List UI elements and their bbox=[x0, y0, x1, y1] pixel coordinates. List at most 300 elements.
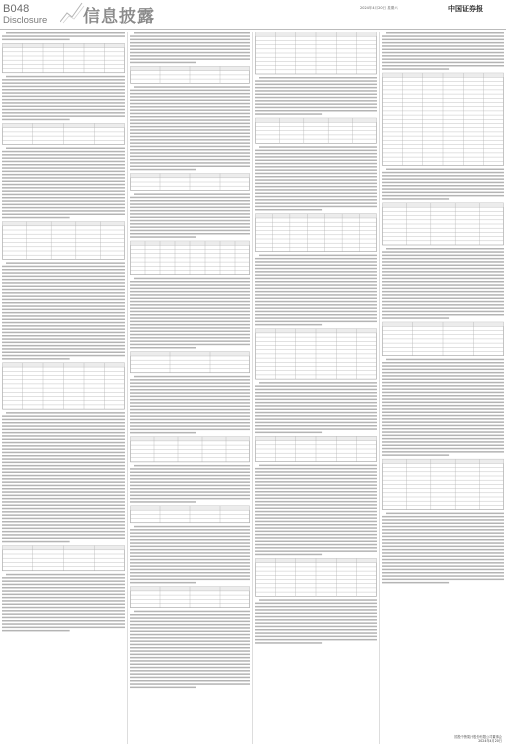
text-line bbox=[2, 99, 125, 101]
text-line bbox=[6, 32, 125, 34]
text-line bbox=[2, 154, 125, 156]
text-line bbox=[130, 481, 250, 483]
text-line bbox=[382, 532, 504, 534]
text-line bbox=[130, 542, 250, 544]
text-line bbox=[255, 179, 377, 181]
text-line bbox=[382, 523, 504, 525]
text-line bbox=[382, 42, 504, 44]
page-footer bbox=[360, 735, 502, 743]
text-line bbox=[2, 86, 125, 88]
text-line bbox=[2, 96, 125, 98]
text-line bbox=[255, 508, 377, 510]
text-line bbox=[130, 340, 250, 342]
text-line bbox=[130, 680, 250, 682]
text-line bbox=[382, 412, 504, 414]
text-line bbox=[6, 148, 125, 150]
page-header bbox=[0, 0, 506, 30]
text-line bbox=[130, 169, 196, 171]
text-line bbox=[130, 392, 250, 394]
text-line bbox=[255, 166, 377, 168]
text-line bbox=[382, 261, 504, 263]
text-line bbox=[2, 435, 125, 437]
text-line bbox=[2, 425, 125, 427]
text-line bbox=[255, 636, 377, 638]
text-line bbox=[382, 379, 504, 381]
newspaper-name: 中国证券报 bbox=[448, 4, 483, 13]
text-line bbox=[255, 524, 377, 526]
text-line bbox=[382, 255, 504, 257]
section-title-zh: 信息披露 bbox=[83, 7, 155, 27]
text-line bbox=[382, 556, 504, 558]
text-line bbox=[255, 550, 377, 552]
text-line bbox=[2, 580, 125, 582]
text-line bbox=[130, 207, 250, 209]
text-line bbox=[382, 198, 449, 200]
text-line bbox=[255, 186, 377, 188]
text-line bbox=[382, 55, 504, 57]
text-line bbox=[130, 491, 250, 493]
text-line bbox=[2, 119, 70, 121]
text-line bbox=[2, 272, 125, 274]
text-line bbox=[382, 418, 504, 420]
text-line bbox=[2, 538, 125, 540]
text-line bbox=[255, 527, 377, 529]
text-line bbox=[255, 288, 377, 290]
text-line bbox=[2, 594, 125, 596]
text-line bbox=[130, 495, 250, 497]
text-line bbox=[6, 262, 125, 264]
text-line bbox=[130, 614, 250, 616]
text-line bbox=[130, 575, 250, 577]
text-line bbox=[130, 307, 250, 309]
text-line bbox=[382, 572, 504, 574]
text-line bbox=[255, 609, 377, 611]
text-line bbox=[130, 472, 250, 474]
text-line bbox=[130, 55, 250, 57]
text-line bbox=[130, 488, 250, 490]
text-line bbox=[130, 213, 250, 215]
text-line bbox=[130, 321, 250, 323]
text-line bbox=[382, 291, 504, 293]
text-line bbox=[2, 348, 125, 350]
text-line bbox=[382, 398, 504, 400]
text-line bbox=[382, 445, 504, 447]
text-line bbox=[382, 519, 504, 521]
text-line bbox=[130, 100, 250, 102]
text-line bbox=[259, 599, 377, 601]
text-line bbox=[130, 156, 250, 158]
text-line bbox=[130, 314, 250, 316]
text-line bbox=[382, 49, 504, 51]
text-line bbox=[134, 193, 250, 195]
text-line bbox=[255, 80, 377, 82]
text-line bbox=[382, 172, 504, 174]
text-line bbox=[382, 182, 504, 184]
text-line bbox=[382, 392, 504, 394]
text-line bbox=[130, 337, 250, 339]
text-line bbox=[255, 405, 377, 407]
text-line bbox=[2, 315, 125, 317]
text-line bbox=[255, 304, 377, 306]
text-line bbox=[255, 629, 377, 631]
text-line bbox=[255, 491, 377, 493]
text-line bbox=[255, 415, 377, 417]
data-table bbox=[131, 174, 250, 191]
data-table bbox=[256, 214, 377, 252]
data-table bbox=[131, 352, 250, 373]
text-line bbox=[130, 35, 250, 37]
text-line bbox=[255, 153, 377, 155]
text-line bbox=[255, 281, 377, 283]
text-line bbox=[255, 317, 377, 319]
text-line bbox=[2, 342, 125, 344]
text-line bbox=[255, 90, 377, 92]
text-line bbox=[130, 126, 250, 128]
text-line bbox=[2, 174, 125, 176]
text-line bbox=[382, 65, 504, 67]
text-line bbox=[382, 382, 504, 384]
text-line bbox=[2, 630, 70, 632]
text-line bbox=[130, 324, 250, 326]
text-line bbox=[130, 220, 250, 222]
text-line bbox=[130, 478, 250, 480]
data-table bbox=[3, 43, 125, 72]
data-table bbox=[131, 506, 250, 523]
text-line bbox=[382, 395, 504, 397]
text-line bbox=[382, 428, 504, 430]
text-line bbox=[255, 97, 377, 99]
text-line bbox=[255, 307, 377, 309]
text-line bbox=[2, 623, 125, 625]
text-line bbox=[130, 39, 250, 41]
text-line bbox=[2, 79, 125, 81]
text-line bbox=[259, 382, 377, 384]
text-line bbox=[130, 402, 250, 404]
text-line bbox=[130, 301, 250, 303]
text-line bbox=[2, 157, 125, 159]
text-line bbox=[382, 274, 504, 276]
text-line bbox=[2, 197, 125, 199]
text-line bbox=[2, 452, 125, 454]
text-line bbox=[130, 116, 250, 118]
text-line bbox=[130, 683, 250, 685]
text-line bbox=[130, 412, 250, 414]
text-line bbox=[255, 554, 322, 556]
text-line bbox=[130, 386, 250, 388]
text-line bbox=[2, 194, 125, 196]
text-line bbox=[255, 314, 377, 316]
text-line bbox=[2, 164, 125, 166]
text-line bbox=[255, 511, 377, 513]
text-line bbox=[130, 582, 196, 584]
text-line bbox=[386, 513, 504, 515]
text-line bbox=[2, 302, 125, 304]
text-line bbox=[130, 532, 250, 534]
text-line bbox=[2, 491, 125, 493]
text-line bbox=[130, 664, 250, 666]
text-line bbox=[134, 278, 250, 280]
footer-company: 国投中鲁果汁股份有限公司董事会 bbox=[454, 735, 502, 739]
text-line bbox=[130, 203, 250, 205]
data-table bbox=[131, 241, 250, 275]
text-line bbox=[382, 516, 504, 518]
text-line bbox=[130, 549, 250, 551]
text-line bbox=[130, 536, 250, 538]
page-number: B048 bbox=[3, 3, 30, 15]
text-line bbox=[255, 494, 377, 496]
text-line bbox=[130, 657, 250, 659]
text-line bbox=[382, 298, 504, 300]
text-line bbox=[2, 309, 125, 311]
data-table bbox=[383, 73, 504, 165]
text-line bbox=[382, 301, 504, 303]
text-line bbox=[382, 431, 504, 433]
text-line bbox=[2, 415, 125, 417]
text-line bbox=[130, 344, 250, 346]
text-line bbox=[2, 521, 125, 523]
text-line bbox=[130, 501, 196, 503]
text-line bbox=[382, 552, 504, 554]
text-line bbox=[130, 113, 250, 115]
text-line bbox=[2, 328, 125, 330]
text-line bbox=[2, 514, 125, 516]
text-line bbox=[130, 281, 250, 283]
text-line bbox=[255, 392, 377, 394]
text-line bbox=[382, 438, 504, 440]
text-line bbox=[130, 624, 250, 626]
text-line bbox=[2, 478, 125, 480]
text-line bbox=[382, 565, 504, 567]
text-line bbox=[2, 207, 125, 209]
text-line bbox=[130, 223, 250, 225]
text-line bbox=[255, 613, 377, 615]
text-line bbox=[382, 288, 504, 290]
text-line bbox=[130, 565, 250, 567]
text-line bbox=[130, 579, 250, 581]
text-line bbox=[255, 517, 377, 519]
text-line bbox=[2, 325, 125, 327]
text-line bbox=[2, 312, 125, 314]
data-table bbox=[383, 322, 504, 356]
text-line bbox=[2, 35, 125, 37]
text-line bbox=[255, 176, 377, 178]
text-line bbox=[130, 621, 250, 623]
text-line bbox=[2, 422, 125, 424]
text-line bbox=[382, 52, 504, 54]
text-line bbox=[255, 206, 377, 208]
text-line bbox=[130, 640, 250, 642]
text-line bbox=[2, 214, 125, 216]
text-line bbox=[2, 468, 125, 470]
text-line bbox=[134, 32, 250, 34]
text-line bbox=[2, 432, 125, 434]
text-line bbox=[255, 103, 377, 105]
text-line bbox=[130, 109, 250, 111]
text-line bbox=[2, 269, 125, 271]
text-line bbox=[2, 204, 125, 206]
text-line bbox=[2, 305, 125, 307]
text-line bbox=[2, 419, 125, 421]
text-line bbox=[255, 291, 377, 293]
text-line bbox=[2, 531, 125, 533]
text-line bbox=[2, 534, 125, 536]
text-line bbox=[130, 667, 250, 669]
text-line bbox=[2, 181, 125, 183]
text-line bbox=[382, 448, 504, 450]
text-line bbox=[255, 409, 377, 411]
text-line bbox=[255, 534, 377, 536]
text-line bbox=[2, 217, 70, 219]
text-line bbox=[2, 338, 125, 340]
text-line bbox=[255, 169, 377, 171]
text-line bbox=[2, 597, 125, 599]
text-line bbox=[255, 160, 377, 162]
text-line bbox=[382, 536, 504, 538]
text-line bbox=[2, 458, 125, 460]
text-line bbox=[255, 468, 377, 470]
text-line bbox=[382, 582, 449, 584]
text-line bbox=[382, 58, 504, 60]
text-line bbox=[255, 531, 377, 533]
text-line bbox=[2, 600, 125, 602]
text-line bbox=[2, 505, 125, 507]
text-line bbox=[130, 311, 250, 313]
column-2-print bbox=[130, 32, 250, 744]
text-line bbox=[382, 175, 504, 177]
text-line bbox=[134, 465, 250, 467]
text-line bbox=[130, 136, 250, 138]
column-1 bbox=[2, 32, 125, 744]
text-line bbox=[382, 408, 504, 410]
text-line bbox=[382, 192, 504, 194]
text-line bbox=[255, 298, 377, 300]
text-line bbox=[382, 569, 504, 571]
text-line bbox=[382, 454, 449, 456]
text-line bbox=[255, 274, 377, 276]
text-line bbox=[130, 304, 250, 306]
text-line bbox=[255, 541, 377, 543]
column-divider bbox=[252, 32, 253, 744]
text-line bbox=[255, 199, 377, 201]
text-line bbox=[255, 606, 377, 608]
text-line bbox=[2, 167, 125, 169]
text-line bbox=[130, 468, 250, 470]
text-line bbox=[130, 291, 250, 293]
text-line bbox=[382, 375, 504, 377]
text-line bbox=[130, 210, 250, 212]
text-line bbox=[130, 96, 250, 98]
text-line bbox=[2, 584, 125, 586]
text-line bbox=[130, 142, 250, 144]
text-line bbox=[2, 485, 125, 487]
text-line bbox=[255, 202, 377, 204]
text-line bbox=[130, 485, 250, 487]
text-line bbox=[2, 613, 125, 615]
text-line bbox=[382, 35, 504, 37]
text-line bbox=[382, 185, 504, 187]
text-line bbox=[130, 539, 250, 541]
text-line bbox=[134, 86, 250, 88]
article-columns bbox=[2, 32, 504, 744]
text-line bbox=[255, 278, 377, 280]
text-line bbox=[130, 331, 250, 333]
text-line bbox=[134, 611, 250, 613]
text-line bbox=[130, 432, 196, 434]
text-line bbox=[2, 448, 125, 450]
text-line bbox=[130, 529, 250, 531]
text-line bbox=[2, 352, 125, 354]
text-line bbox=[130, 650, 250, 652]
text-line bbox=[130, 552, 250, 554]
text-line bbox=[2, 508, 125, 510]
text-line bbox=[2, 518, 125, 520]
data-table bbox=[131, 437, 250, 462]
text-line bbox=[382, 304, 504, 306]
text-line bbox=[2, 355, 125, 357]
text-line bbox=[130, 327, 250, 329]
text-line bbox=[2, 112, 125, 114]
text-line bbox=[382, 265, 504, 267]
text-line bbox=[2, 627, 125, 629]
text-line bbox=[2, 106, 125, 108]
text-line bbox=[2, 89, 125, 91]
text-line bbox=[130, 637, 250, 639]
column-4 bbox=[382, 32, 504, 744]
footer-date: 2024年4月20日 bbox=[478, 739, 502, 743]
text-line bbox=[130, 226, 250, 228]
text-line bbox=[255, 209, 322, 211]
text-line bbox=[130, 149, 250, 151]
text-line bbox=[130, 409, 250, 411]
text-line bbox=[382, 45, 504, 47]
text-line bbox=[130, 556, 250, 558]
data-table bbox=[256, 436, 377, 461]
text-line bbox=[2, 292, 125, 294]
text-line bbox=[2, 610, 125, 612]
text-line bbox=[255, 173, 377, 175]
text-line bbox=[2, 462, 125, 464]
text-line bbox=[130, 139, 250, 141]
text-line bbox=[382, 421, 504, 423]
text-line bbox=[130, 230, 250, 232]
text-line bbox=[255, 521, 377, 523]
text-line bbox=[255, 425, 377, 427]
text-line bbox=[130, 58, 250, 60]
text-line bbox=[255, 418, 377, 420]
text-line bbox=[2, 524, 125, 526]
text-line bbox=[255, 478, 377, 480]
text-line bbox=[2, 445, 125, 447]
text-line bbox=[130, 546, 250, 548]
text-line bbox=[255, 311, 377, 313]
text-line bbox=[130, 42, 250, 44]
text-line bbox=[130, 317, 250, 319]
text-line bbox=[382, 188, 504, 190]
text-line bbox=[382, 281, 504, 283]
text-line bbox=[2, 102, 125, 104]
text-line bbox=[130, 382, 250, 384]
text-line bbox=[382, 559, 504, 561]
text-line bbox=[2, 184, 125, 186]
text-line bbox=[255, 183, 377, 185]
text-line bbox=[2, 322, 125, 324]
text-line bbox=[2, 528, 125, 530]
column-divider bbox=[127, 32, 128, 744]
text-line bbox=[130, 670, 250, 672]
text-line bbox=[382, 284, 504, 286]
text-line bbox=[382, 258, 504, 260]
text-line bbox=[382, 562, 504, 564]
